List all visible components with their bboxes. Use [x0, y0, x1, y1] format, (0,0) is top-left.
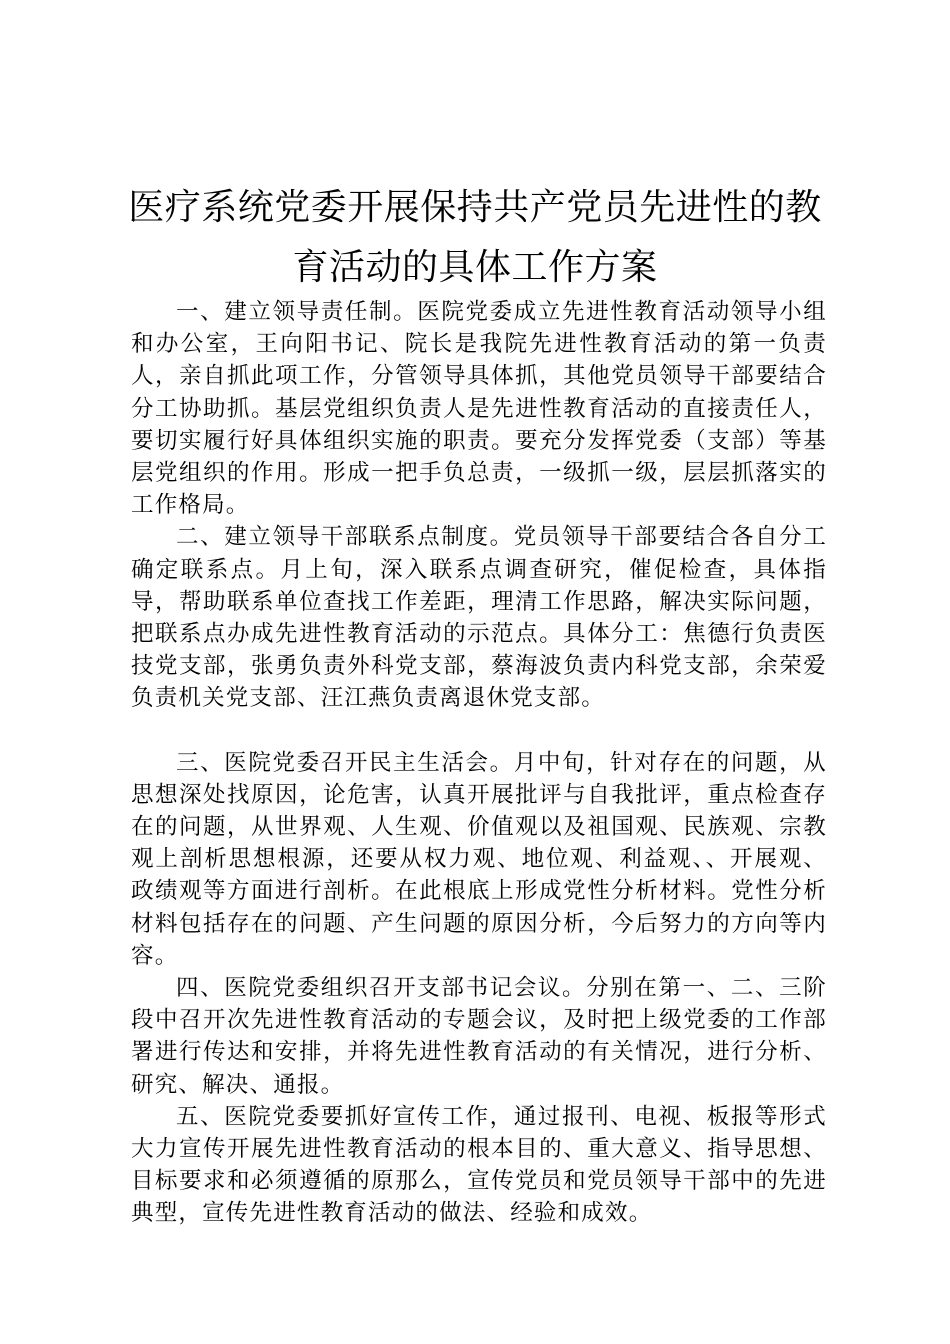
- paragraph-4: 四、医院党委组织召开支部书记会议。分别在第一、二、三阶段中召开次先进性教育活动的专题会议，及时把上级党委的工作部署进行传达和安排，并将先进性教育活动的有关情况，进行分析、研究、解决、通报。: [131, 975, 827, 1098]
- paragraph-5: 五、医院党委要抓好宣传工作，通过报刊、电视、板报等形式大力宣传开展先进性教育活动的根本目的、重大意义、指导思想、目标要求和必须遵循的原那么，宣传党员和党员领导干部中的先进典型，宣传先进性教育活动的做法、经验和成效。: [131, 1103, 827, 1227]
- document-body: [131, 296, 827, 1230]
- paragraph-2: 二、建立领导干部联系点制度。党员领导干部要结合各自分工确定联系点。月上旬，深入联系点调查研究，催促检查，具体指导，帮助联系单位查找工作差距，理清工作思路，解决实际问题，把联系点办成先进性教育活动的示范点。具体分工：焦德行负责医技党支部，张勇负责外科党支部，蔡海波负责内科党支部，余荣爱负责机关党支部、汪江燕负责离退休党支部。: [131, 524, 827, 712]
- document-title: 医疗系统党委开展保持共产党员先进性的教育活动的具体工作方案: [128, 187, 822, 288]
- paragraph-3: 三、医院党委召开民主生活会。月中旬，针对存在的问题，从思想深处找原因，论危害，认真开展批评与自我批评，重点检查存在的问题，从世界观、人生观、价值观以及祖国观、民族观、宗教观上剖析思想根源，还要从权力观、地位观、利益观、、开展观、政绩观等方面进行剖析。在此根底上形成党性分析材料。党性分析材料包括存在的问题、产生问题的原因分析，今后努力的方向等内容。: [131, 749, 827, 969]
- paragraph-gap: [131, 715, 827, 747]
- paragraph-1: 一、建立领导责任制。医院党委成立先进性教育活动领导小组和办公室，王向阳书记、院长是我院先进性教育活动的第一负责人，亲自抓此项工作，分管领导具体抓，其他党员领导干部要结合分工协助抓。基层党组织负责人是先进性教育活动的直接责任人，要切实履行好具体组织实施的职责。要充分发挥党委（支部）等基层党组织的作用。形成一把手负总责，一级抓一级，层层抓落实的工作格局。: [131, 299, 827, 519]
